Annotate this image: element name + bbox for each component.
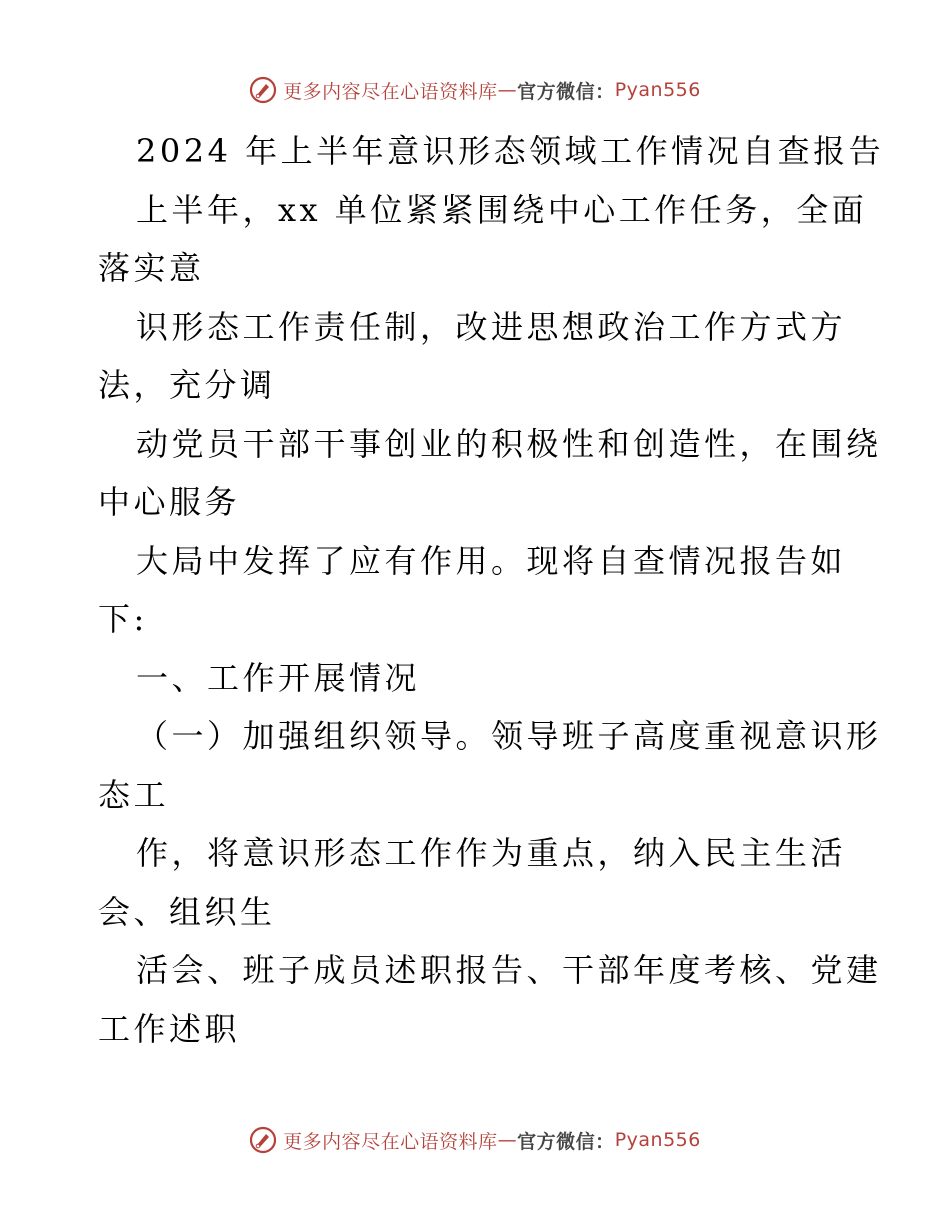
document-body — [98, 122, 885, 1058]
document-line: 落实意 — [98, 249, 205, 287]
banner-wechat-label: 官方微信： — [517, 80, 615, 103]
banner-wechat-id: Pyan556 — [614, 1129, 701, 1151]
document-line: 识形态工作责任制，改进思想政治工作方式方 — [136, 307, 847, 346]
footer-watermark-banner — [0, 1120, 950, 1160]
banner-text: 更多内容尽在心语资料库 — [283, 1130, 498, 1153]
banner-separator: — — [497, 1129, 518, 1151]
pen-logo-icon — [249, 76, 277, 104]
document-line: 法，充分调 — [98, 366, 276, 404]
document-line: 动党员干部干事创业的积极性和创造性，在围绕 — [136, 424, 882, 463]
pen-logo-icon — [249, 1126, 277, 1154]
document-line: 一、工作开展情况 — [136, 658, 421, 697]
banner-wechat-label: 官方微信： — [517, 1130, 615, 1153]
document-line: 工作述职 — [98, 1009, 241, 1048]
header-watermark-banner — [0, 70, 950, 110]
document-line: 作，将意识形态工作作为重点，纳入民主生活 — [136, 834, 847, 872]
document-line: 会、组织生 — [98, 892, 276, 931]
banner-text: 更多内容尽在心语资料库 — [283, 80, 498, 103]
document-line: 2024 年上半年意识形态领域工作情况自查报告 — [136, 132, 885, 170]
document-line: 活会、班子成员述职报告、干部年度考核、党建 — [136, 951, 882, 989]
document-line: 中心服务 — [98, 483, 241, 521]
document-line: 上半年，xx 单位紧紧围绕中心工作任务，全面 — [136, 190, 868, 229]
banner-wechat-id: Pyan556 — [614, 79, 701, 101]
document-line: 大局中发挥了应有作用。现将自查情况报告如 — [136, 541, 847, 580]
document-line: （一）加强组织领导。领导班子高度重视意识形 — [136, 717, 882, 755]
document-line: 态工 — [98, 775, 170, 814]
banner-separator: — — [497, 79, 518, 101]
document-line: 下: — [98, 600, 148, 638]
